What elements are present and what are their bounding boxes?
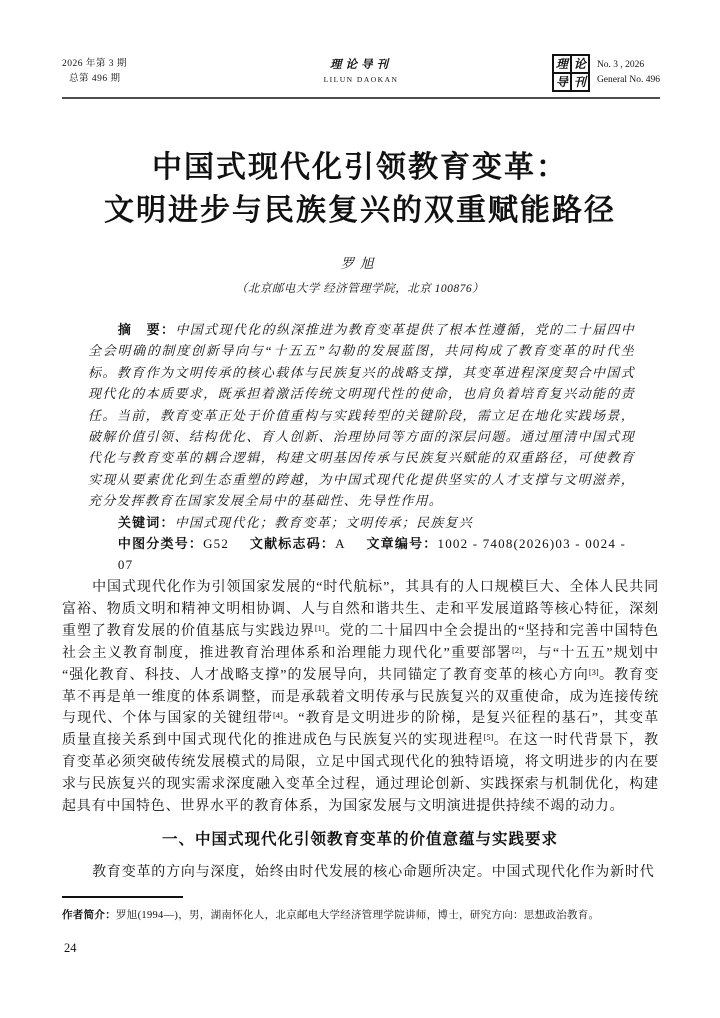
article-id-value: 1002 - 7408(2026)03 - 0024 - 07 [117,536,626,573]
keywords-label: 关键词： [117,514,175,530]
author-name: 罗旭 [340,256,380,271]
abstract-block [88,319,635,576]
issue-info-en [597,58,660,88]
abstract-label: 摘 要： [117,322,176,337]
author-affiliation: （北京邮电大学 经济管理学院，北京 100876） [235,283,485,295]
issue-line2: 总第 496 期 [69,73,121,84]
issue-line1: 2026 年第 3 期 [62,59,127,69]
doc-code-value: A [335,536,346,552]
keywords-text: 中国式现代化；教育变革；文明传承；民族复兴 [174,514,473,530]
abstract-paragraph [88,319,635,512]
abstract-text: 中国式现代化的纵深推进为教育变革提供了根本性遵循，党的二十届四中全会明确的制度创新导向与“十五五”勾勒的发展蓝图，共同构成了教育变革的时代坐标。教育作为文明传承的核心载体与民族复兴的战略支撑，其变革进程深度契合中国式现代化的本质要求，既承担着激活传统文明现代性的使命，也肩负着培育复兴动能的责任。当前，教育变革正处于价值重构与实践转型的关键阶段，需立足在地化实践场景，破解价值引领、结构优化、育人创新、治理协同等方面的深层问题。通过厘清中国式现代化与教育变革的耦合逻辑，构建文明基因传承与民族复兴赋能的双重路径，可使教育实现从要素优化到生态重塑的跨越，为中国式现代化提供坚实的人才支撑与文明滋养，充分发挥教育在国家发展全局中的基础性、先导性作用。 [88,322,635,509]
keywords-line [88,512,635,533]
seal-char: 导 [553,73,571,91]
issue-info-en-block [552,54,660,92]
body-paragraph-1: 中国式现代化作为引领国家发展的“时代航标”，其具有的人口规模巨大、全体人民共同富裕、物质文明和精神文明相协调、人与自然和谐共生、走和平发展道路等核心特征，深刻重塑了教育发展的价值基底与实践边界[1]。党的二十届四中全会提出的“坚持和完善中国特色社会主义教育制度，推进教育治理体系和治理能力现代化”重要部署[2]，与“十五五”规划中“强化教育、科技、人才战略支撑”的发展导向，共同锚定了教育变革的核心方向[3]。教育变革不再是单一维度的体系调整，而是承载着文明传承与民族复兴的双重使命，成为连接传统与现代、个体与国家的关键纽带[4]。“教育是文明进步的阶梯，是复兴征程的基石”，其变革质量直接关系到中国式现代化的推进成色与民族复兴的实现进程[5]。在这一时代背景下，教育变革必须突破传统发展模式的局限，立足中国式现代化的独特语境，将文明进步的内在要求与民族复兴的现实需求深度融入变革全过程，通过理论创新、实践探索与机制优化，构建起具有中国特色、世界水平的教育体系，为国家发展与文明演进提供持续不竭的动力。 [62,580,660,815]
header-divider [62,97,660,99]
journal-title-cn: 理论导刊 [330,59,392,71]
article-title [0,146,720,232]
author-bio-text: 罗旭(1994—)，男，湖南怀化人，北京邮电大学经济管理学院讲师，博士，研究方向：思想政治教育。 [116,910,600,921]
seal-char: 理 [553,55,571,73]
section-heading-1: 一、中国式现代化引领教育变革的价值意蕴与实践要求 [161,831,558,848]
article-title-line1: 中国式现代化引领教育变革： [152,151,568,184]
clc-value: G52 [203,536,230,552]
author-bio-label: 作者简介： [62,909,116,921]
running-head [62,54,660,96]
issue-en-line1: No. 3 , 2026 [596,60,645,70]
clc-label: 中图分类号： [117,536,204,552]
seal-char: 刊 [571,73,589,91]
classification-line [88,533,635,576]
body-paragraph-2: 教育变革的方向与深度，始终由时代发展的核心命题所决定。中国式现代化作为新时代 [92,865,655,880]
article-title-line2: 文明进步与民族复兴的双重赋能路径 [104,194,616,227]
seal-char: 论 [571,55,589,73]
journal-seal-icon [552,54,590,92]
issue-en-line2: General No. 496 [596,75,660,85]
footnote-divider [62,896,183,898]
author-bio-footnote [62,907,660,924]
doc-code-label: 文献标志码： [249,536,336,552]
article-id-label: 文章编号： [366,536,438,552]
page-number: 24 [64,941,77,955]
journal-title-pinyin: LILUN DAOKAN [323,75,399,84]
